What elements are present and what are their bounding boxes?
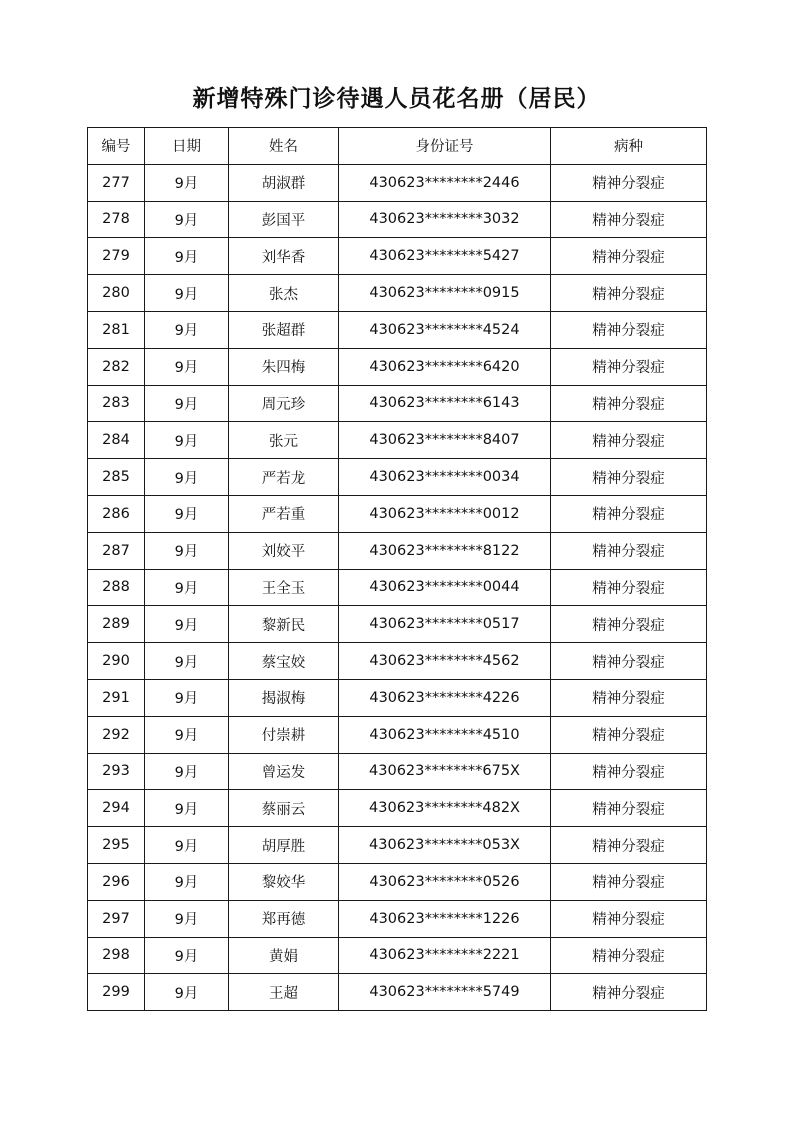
table-row — [88, 238, 707, 275]
cell-name: 曾运发 — [229, 753, 339, 790]
table-row — [88, 679, 707, 716]
cell-number: 295 — [88, 827, 145, 864]
cell-disease: 精神分裂症 — [551, 164, 707, 201]
cell-name: 张杰 — [229, 275, 339, 312]
table-row — [88, 974, 707, 1011]
cell-number: 287 — [88, 532, 145, 569]
cell-date: 9月 — [145, 201, 229, 238]
cell-id-number: 430623********053X — [339, 827, 551, 864]
cell-disease: 精神分裂症 — [551, 459, 707, 496]
table-row — [88, 937, 707, 974]
cell-number: 292 — [88, 716, 145, 753]
cell-number: 293 — [88, 753, 145, 790]
table-row — [88, 753, 707, 790]
cell-date: 9月 — [145, 974, 229, 1011]
cell-number: 281 — [88, 311, 145, 348]
cell-date: 9月 — [145, 790, 229, 827]
cell-number: 278 — [88, 201, 145, 238]
cell-date: 9月 — [145, 606, 229, 643]
cell-name: 彭国平 — [229, 201, 339, 238]
cell-id-number: 430623********0012 — [339, 495, 551, 532]
header-date: 日期 — [145, 128, 229, 165]
table-row — [88, 532, 707, 569]
cell-id-number: 430623********675X — [339, 753, 551, 790]
cell-date: 9月 — [145, 900, 229, 937]
cell-name: 付崇耕 — [229, 716, 339, 753]
cell-disease: 精神分裂症 — [551, 569, 707, 606]
cell-disease: 精神分裂症 — [551, 716, 707, 753]
cell-date: 9月 — [145, 385, 229, 422]
cell-id-number: 430623********0517 — [339, 606, 551, 643]
cell-name: 刘华香 — [229, 238, 339, 275]
cell-date: 9月 — [145, 459, 229, 496]
cell-disease: 精神分裂症 — [551, 606, 707, 643]
cell-number: 291 — [88, 679, 145, 716]
cell-name: 胡淑群 — [229, 164, 339, 201]
cell-number: 284 — [88, 422, 145, 459]
cell-name: 张元 — [229, 422, 339, 459]
cell-date: 9月 — [145, 827, 229, 864]
cell-disease: 精神分裂症 — [551, 348, 707, 385]
cell-id-number: 430623********0915 — [339, 275, 551, 312]
cell-name: 郑再德 — [229, 900, 339, 937]
cell-date: 9月 — [145, 164, 229, 201]
cell-id-number: 430623********8122 — [339, 532, 551, 569]
cell-date: 9月 — [145, 679, 229, 716]
cell-disease: 精神分裂症 — [551, 311, 707, 348]
header-name: 姓名 — [229, 128, 339, 165]
cell-name: 周元珍 — [229, 385, 339, 422]
cell-disease: 精神分裂症 — [551, 753, 707, 790]
cell-number: 290 — [88, 643, 145, 680]
table-row — [88, 643, 707, 680]
page-title: 新增特殊门诊待遇人员花名册（居民） — [192, 85, 601, 112]
cell-date: 9月 — [145, 422, 229, 459]
table-row — [88, 863, 707, 900]
cell-id-number: 430623********4524 — [339, 311, 551, 348]
cell-name: 蔡丽云 — [229, 790, 339, 827]
cell-number: 279 — [88, 238, 145, 275]
cell-name: 蔡宝姣 — [229, 643, 339, 680]
table-row — [88, 827, 707, 864]
cell-id-number: 430623********8407 — [339, 422, 551, 459]
table-row — [88, 275, 707, 312]
cell-disease: 精神分裂症 — [551, 275, 707, 312]
cell-name: 朱四梅 — [229, 348, 339, 385]
cell-number: 282 — [88, 348, 145, 385]
cell-number: 283 — [88, 385, 145, 422]
cell-date: 9月 — [145, 238, 229, 275]
cell-id-number: 430623********4562 — [339, 643, 551, 680]
cell-date: 9月 — [145, 569, 229, 606]
cell-disease: 精神分裂症 — [551, 790, 707, 827]
cell-number: 286 — [88, 495, 145, 532]
cell-date: 9月 — [145, 716, 229, 753]
cell-name: 黎姣华 — [229, 863, 339, 900]
cell-date: 9月 — [145, 275, 229, 312]
cell-number: 289 — [88, 606, 145, 643]
table-row — [88, 385, 707, 422]
cell-id-number: 430623********4226 — [339, 679, 551, 716]
cell-id-number: 430623********0034 — [339, 459, 551, 496]
cell-number: 277 — [88, 164, 145, 201]
cell-number: 298 — [88, 937, 145, 974]
cell-disease: 精神分裂症 — [551, 422, 707, 459]
cell-date: 9月 — [145, 863, 229, 900]
roster-table — [87, 127, 707, 1011]
cell-name: 黎新民 — [229, 606, 339, 643]
cell-date: 9月 — [145, 348, 229, 385]
cell-date: 9月 — [145, 643, 229, 680]
table-row — [88, 569, 707, 606]
table-header-row — [88, 128, 707, 165]
cell-id-number: 430623********5427 — [339, 238, 551, 275]
cell-id-number: 430623********5749 — [339, 974, 551, 1011]
cell-date: 9月 — [145, 311, 229, 348]
table-row — [88, 790, 707, 827]
table-row — [88, 311, 707, 348]
cell-number: 296 — [88, 863, 145, 900]
cell-id-number: 430623********0044 — [339, 569, 551, 606]
header-disease: 病种 — [551, 128, 707, 165]
cell-disease: 精神分裂症 — [551, 937, 707, 974]
cell-date: 9月 — [145, 532, 229, 569]
table-row — [88, 164, 707, 201]
cell-disease: 精神分裂症 — [551, 201, 707, 238]
cell-name: 黄娟 — [229, 937, 339, 974]
cell-date: 9月 — [145, 937, 229, 974]
cell-number: 280 — [88, 275, 145, 312]
cell-name: 王全玉 — [229, 569, 339, 606]
header-id-number: 身份证号 — [339, 128, 551, 165]
cell-id-number: 430623********2446 — [339, 164, 551, 201]
table-row — [88, 459, 707, 496]
table-row — [88, 348, 707, 385]
cell-number: 288 — [88, 569, 145, 606]
table-row — [88, 495, 707, 532]
cell-id-number: 430623********0526 — [339, 863, 551, 900]
cell-name: 严若龙 — [229, 459, 339, 496]
cell-name: 王超 — [229, 974, 339, 1011]
cell-disease: 精神分裂症 — [551, 385, 707, 422]
table-row — [88, 422, 707, 459]
cell-disease: 精神分裂症 — [551, 679, 707, 716]
cell-number: 294 — [88, 790, 145, 827]
cell-name: 张超群 — [229, 311, 339, 348]
cell-id-number: 430623********2221 — [339, 937, 551, 974]
cell-name: 揭淑梅 — [229, 679, 339, 716]
cell-date: 9月 — [145, 495, 229, 532]
cell-number: 285 — [88, 459, 145, 496]
cell-disease: 精神分裂症 — [551, 827, 707, 864]
cell-name: 刘姣平 — [229, 532, 339, 569]
cell-id-number: 430623********1226 — [339, 900, 551, 937]
cell-number: 299 — [88, 974, 145, 1011]
cell-disease: 精神分裂症 — [551, 974, 707, 1011]
cell-disease: 精神分裂症 — [551, 532, 707, 569]
cell-name: 严若重 — [229, 495, 339, 532]
header-number: 编号 — [88, 128, 145, 165]
table-body — [88, 164, 707, 1010]
cell-disease: 精神分裂症 — [551, 900, 707, 937]
cell-date: 9月 — [145, 753, 229, 790]
cell-number: 297 — [88, 900, 145, 937]
cell-id-number: 430623********6143 — [339, 385, 551, 422]
table-row — [88, 606, 707, 643]
cell-id-number: 430623********3032 — [339, 201, 551, 238]
table-row — [88, 900, 707, 937]
cell-disease: 精神分裂症 — [551, 495, 707, 532]
cell-id-number: 430623********6420 — [339, 348, 551, 385]
cell-disease: 精神分裂症 — [551, 643, 707, 680]
cell-id-number: 430623********482X — [339, 790, 551, 827]
table-row — [88, 716, 707, 753]
table-row — [88, 201, 707, 238]
cell-name: 胡厚胜 — [229, 827, 339, 864]
cell-disease: 精神分裂症 — [551, 863, 707, 900]
cell-disease: 精神分裂症 — [551, 238, 707, 275]
cell-id-number: 430623********4510 — [339, 716, 551, 753]
